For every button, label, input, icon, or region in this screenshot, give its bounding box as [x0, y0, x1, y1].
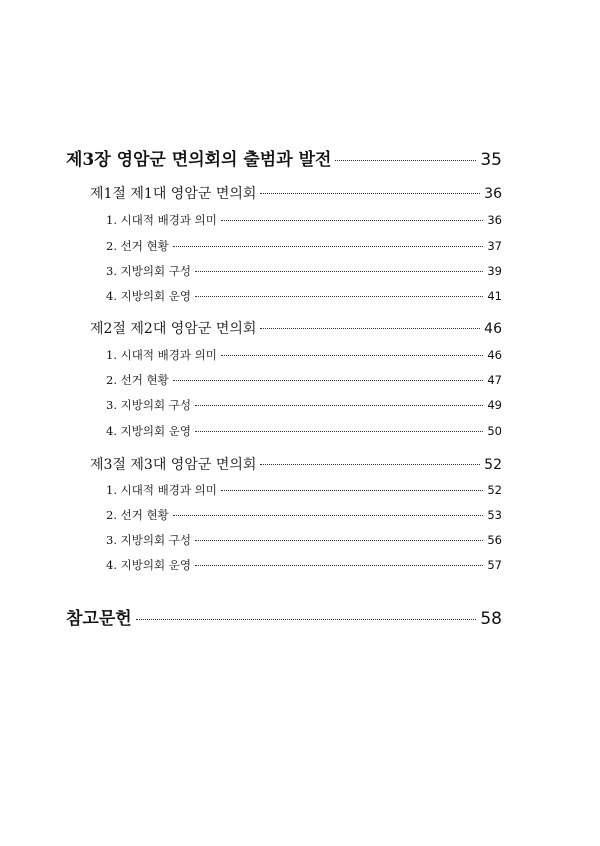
dot-leader — [195, 271, 483, 272]
page-number: 37 — [487, 239, 502, 253]
dot-leader — [221, 355, 484, 356]
item-title: 1. 시대적 배경과 의미 — [106, 348, 217, 362]
page-number: 56 — [487, 533, 502, 547]
item-title: 3. 지방의회 구성 — [106, 533, 191, 547]
toc-section-2[interactable] — [90, 318, 502, 338]
toc-item[interactable] — [106, 557, 502, 573]
dot-leader — [260, 464, 480, 465]
toc-item[interactable] — [106, 507, 502, 523]
toc-section-1[interactable] — [90, 183, 502, 203]
item-title: 4. 지방의회 운영 — [106, 558, 191, 572]
section-title: 제2절 제2대 영암군 면의회 — [90, 321, 257, 337]
toc-item[interactable] — [106, 263, 502, 279]
item-title: 2. 선거 현황 — [106, 373, 169, 387]
toc-item[interactable] — [106, 532, 502, 548]
toc-item[interactable] — [106, 372, 502, 388]
dot-leader — [173, 380, 484, 381]
item-title: 2. 선거 현황 — [106, 508, 169, 522]
dot-leader — [173, 246, 484, 247]
dot-leader — [173, 515, 484, 516]
dot-leader — [260, 193, 480, 194]
page-number: 47 — [487, 373, 502, 387]
page-number: 39 — [487, 264, 502, 278]
toc-item[interactable] — [106, 212, 502, 228]
item-title: 4. 지방의회 운영 — [106, 424, 191, 438]
item-title: 2. 선거 현황 — [106, 239, 169, 253]
item-title: 3. 지방의회 구성 — [106, 398, 191, 412]
page-number: 36 — [487, 213, 502, 227]
section-title: 제1절 제1대 영암군 면의회 — [90, 186, 257, 202]
toc-section-3[interactable] — [90, 454, 502, 474]
page-number: 46 — [487, 348, 502, 362]
references-title: 참고문헌 — [66, 609, 132, 629]
page-number: 53 — [487, 508, 502, 522]
item-title: 1. 시대적 배경과 의미 — [106, 213, 217, 227]
page-number: 52 — [484, 457, 502, 473]
page-number: 46 — [484, 321, 502, 337]
dot-leader — [195, 405, 483, 406]
page-number: 36 — [484, 186, 502, 202]
dot-leader — [195, 296, 483, 297]
item-title: 1. 시대적 배경과 의미 — [106, 483, 217, 497]
item-title: 3. 지방의회 구성 — [106, 264, 191, 278]
toc-chapter-3[interactable] — [66, 145, 502, 170]
page-number: 52 — [487, 483, 502, 497]
toc-item[interactable] — [106, 238, 502, 254]
page-number: 58 — [480, 609, 502, 629]
page-number: 57 — [487, 558, 502, 572]
toc-item[interactable] — [106, 397, 502, 413]
toc-item[interactable] — [106, 288, 502, 304]
dot-leader — [136, 619, 477, 620]
chapter-title: 제3장 영암군 면의회의 출범과 발전 — [66, 150, 332, 170]
page-number: 41 — [487, 289, 502, 303]
item-title: 4. 지방의회 운영 — [106, 289, 191, 303]
toc-item[interactable] — [106, 482, 502, 498]
page-number: 50 — [487, 424, 502, 438]
dot-leader — [221, 220, 484, 221]
page-number: 49 — [487, 398, 502, 412]
section-title: 제3절 제3대 영암군 면의회 — [90, 457, 257, 473]
page-number: 35 — [480, 150, 502, 170]
dot-leader — [195, 565, 483, 566]
dot-leader — [221, 490, 484, 491]
dot-leader — [260, 328, 480, 329]
dot-leader — [335, 160, 476, 161]
dot-leader — [195, 431, 483, 432]
toc-item[interactable] — [106, 423, 502, 439]
dot-leader — [195, 540, 483, 541]
toc-references[interactable] — [66, 604, 502, 629]
toc-item[interactable] — [106, 347, 502, 363]
